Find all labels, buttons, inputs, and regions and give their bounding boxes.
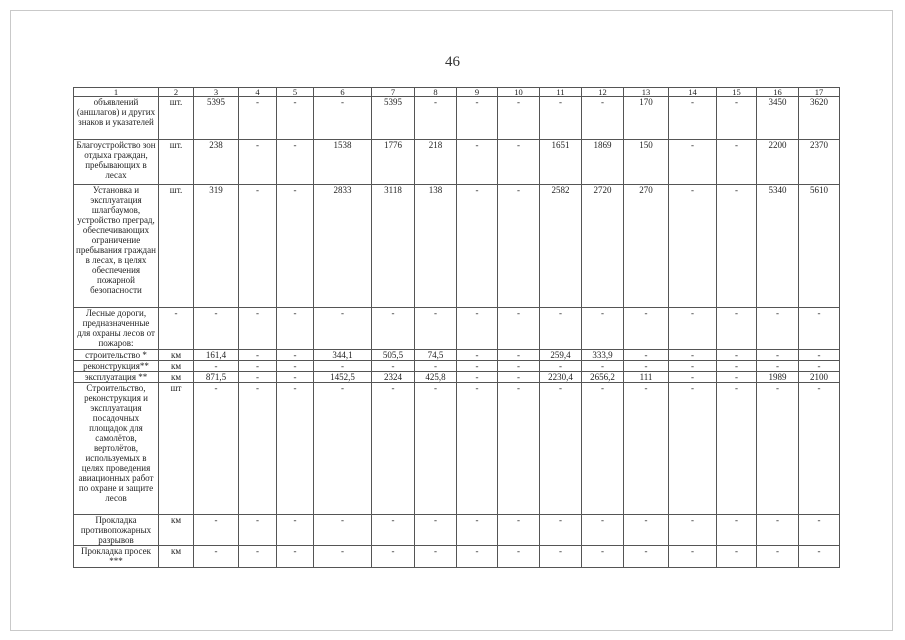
header-cell-col-4: 4 bbox=[239, 88, 277, 97]
value-cell-col-17: 2100 bbox=[799, 372, 840, 383]
page-number: 46 bbox=[445, 54, 460, 70]
value-cell-col-8: - bbox=[415, 546, 457, 568]
value-cell-col-6: - bbox=[314, 308, 372, 350]
value-cell-col-16: - bbox=[757, 350, 799, 361]
value-cell-col-11: 259,4 bbox=[540, 350, 582, 361]
value-cell-col-9: - bbox=[457, 140, 498, 185]
value-cell-col-13: 150 bbox=[624, 140, 669, 185]
value-cell-col-8: 74,5 bbox=[415, 350, 457, 361]
value-cell-col-4: - bbox=[239, 185, 277, 308]
value-cell-col-14: - bbox=[669, 185, 717, 308]
table-row-posadochnye bbox=[74, 383, 840, 515]
value-cell-col-15: - bbox=[717, 546, 757, 568]
value-cell-col-14: - bbox=[669, 546, 717, 568]
row-unit-cell: - bbox=[159, 308, 194, 350]
value-cell-col-12: 2656,2 bbox=[582, 372, 624, 383]
value-cell-col-13: - bbox=[624, 546, 669, 568]
value-cell-col-6: - bbox=[314, 97, 372, 140]
header-cell-col-13: 13 bbox=[624, 88, 669, 97]
value-cell-col-15: - bbox=[717, 185, 757, 308]
value-cell-col-12: - bbox=[582, 515, 624, 546]
value-cell-col-6: - bbox=[314, 383, 372, 515]
value-cell-col-5: - bbox=[277, 308, 314, 350]
value-cell-col-17: - bbox=[799, 350, 840, 361]
value-cell-col-3: - bbox=[194, 308, 239, 350]
table-row-lesnye-dorogi bbox=[74, 308, 840, 350]
value-cell-col-13: - bbox=[624, 308, 669, 350]
value-cell-col-16: 3450 bbox=[757, 97, 799, 140]
header-cell-col-16: 16 bbox=[757, 88, 799, 97]
value-cell-col-8: - bbox=[415, 361, 457, 372]
value-cell-col-14: - bbox=[669, 350, 717, 361]
value-cell-col-16: - bbox=[757, 515, 799, 546]
value-cell-col-3: - bbox=[194, 383, 239, 515]
value-cell-col-7: 2324 bbox=[372, 372, 415, 383]
value-cell-col-7: - bbox=[372, 546, 415, 568]
value-cell-col-10: - bbox=[498, 372, 540, 383]
table-row-blagoustroystvo bbox=[74, 140, 840, 185]
value-cell-col-17: - bbox=[799, 361, 840, 372]
value-cell-col-10: - bbox=[498, 361, 540, 372]
value-cell-col-15: - bbox=[717, 97, 757, 140]
value-cell-col-8: 425,8 bbox=[415, 372, 457, 383]
row-name-cell: строительство * bbox=[74, 350, 159, 361]
value-cell-col-15: - bbox=[717, 308, 757, 350]
header-row bbox=[74, 88, 840, 97]
value-cell-col-3: 5395 bbox=[194, 97, 239, 140]
value-cell-col-7: 1776 bbox=[372, 140, 415, 185]
table-row-objavleniy bbox=[74, 97, 840, 140]
data-table bbox=[73, 87, 840, 568]
value-cell-col-13: - bbox=[624, 361, 669, 372]
value-cell-col-5: - bbox=[277, 546, 314, 568]
value-cell-col-9: - bbox=[457, 383, 498, 515]
header-cell-col-3: 3 bbox=[194, 88, 239, 97]
value-cell-col-9: - bbox=[457, 546, 498, 568]
value-cell-col-5: - bbox=[277, 372, 314, 383]
value-cell-col-17: - bbox=[799, 383, 840, 515]
value-cell-col-10: - bbox=[498, 546, 540, 568]
value-cell-col-4: - bbox=[239, 383, 277, 515]
value-cell-col-14: - bbox=[669, 383, 717, 515]
value-cell-col-6: 1452,5 bbox=[314, 372, 372, 383]
table-body bbox=[74, 88, 840, 568]
value-cell-col-8: - bbox=[415, 97, 457, 140]
value-cell-col-12: 333,9 bbox=[582, 350, 624, 361]
value-cell-col-5: - bbox=[277, 140, 314, 185]
value-cell-col-6: 344,1 bbox=[314, 350, 372, 361]
value-cell-col-5: - bbox=[277, 97, 314, 140]
value-cell-col-17: 5610 bbox=[799, 185, 840, 308]
table-row-ekspluataciya bbox=[74, 372, 840, 383]
header-cell-col-2: 2 bbox=[159, 88, 194, 97]
value-cell-col-11: - bbox=[540, 546, 582, 568]
value-cell-col-9: - bbox=[457, 185, 498, 308]
value-cell-col-13: 111 bbox=[624, 372, 669, 383]
row-unit-cell: шт. bbox=[159, 185, 194, 308]
header-cell-col-6: 6 bbox=[314, 88, 372, 97]
value-cell-col-3: 871,5 bbox=[194, 372, 239, 383]
value-cell-col-12: 1869 bbox=[582, 140, 624, 185]
row-unit-cell: км bbox=[159, 546, 194, 568]
value-cell-col-7: - bbox=[372, 308, 415, 350]
value-cell-col-6: - bbox=[314, 546, 372, 568]
row-name-cell: реконструкция** bbox=[74, 361, 159, 372]
value-cell-col-4: - bbox=[239, 361, 277, 372]
value-cell-col-8: 218 bbox=[415, 140, 457, 185]
row-unit-cell: шт. bbox=[159, 97, 194, 140]
value-cell-col-9: - bbox=[457, 350, 498, 361]
value-cell-col-15: - bbox=[717, 140, 757, 185]
value-cell-col-9: - bbox=[457, 372, 498, 383]
table-row-proseki bbox=[74, 546, 840, 568]
value-cell-col-14: - bbox=[669, 97, 717, 140]
value-cell-col-8: 138 bbox=[415, 185, 457, 308]
header-cell-col-5: 5 bbox=[277, 88, 314, 97]
header-cell-col-12: 12 bbox=[582, 88, 624, 97]
value-cell-col-8: - bbox=[415, 515, 457, 546]
value-cell-col-12: 2720 bbox=[582, 185, 624, 308]
row-name-cell: Строительство, реконструкция и эксплуатация посадочных площадок для самолётов, вертолётов, используемых в целях проведения авиационных работ по охране и защите лесов bbox=[74, 383, 159, 515]
value-cell-col-6: - bbox=[314, 515, 372, 546]
value-cell-col-5: - bbox=[277, 361, 314, 372]
value-cell-col-17: - bbox=[799, 515, 840, 546]
value-cell-col-12: - bbox=[582, 97, 624, 140]
value-cell-col-11: - bbox=[540, 515, 582, 546]
row-name-cell: Установка и эксплуатация шлагбаумов, устройство преград, обеспечивающих ограничение пребывания граждан в лесах, в целях обеспечения пожарной безопасности bbox=[74, 185, 159, 308]
value-cell-col-4: - bbox=[239, 97, 277, 140]
value-cell-col-4: - bbox=[239, 546, 277, 568]
value-cell-col-10: - bbox=[498, 350, 540, 361]
value-cell-col-7: - bbox=[372, 361, 415, 372]
row-name-cell: Лесные дороги, предназначенные для охраны лесов от пожаров: bbox=[74, 308, 159, 350]
row-unit-cell: шт. bbox=[159, 140, 194, 185]
value-cell-col-7: - bbox=[372, 515, 415, 546]
value-cell-col-17: - bbox=[799, 308, 840, 350]
value-cell-col-5: - bbox=[277, 185, 314, 308]
value-cell-col-15: - bbox=[717, 383, 757, 515]
value-cell-col-12: - bbox=[582, 383, 624, 515]
row-unit-cell: км bbox=[159, 372, 194, 383]
value-cell-col-4: - bbox=[239, 308, 277, 350]
value-cell-col-6: 2833 bbox=[314, 185, 372, 308]
value-cell-col-5: - bbox=[277, 350, 314, 361]
row-unit-cell: км bbox=[159, 361, 194, 372]
value-cell-col-12: - bbox=[582, 361, 624, 372]
value-cell-col-12: - bbox=[582, 546, 624, 568]
value-cell-col-11: - bbox=[540, 383, 582, 515]
table-row-protivopozharnye bbox=[74, 515, 840, 546]
value-cell-col-11: - bbox=[540, 308, 582, 350]
value-cell-col-7: 505,5 bbox=[372, 350, 415, 361]
row-unit-cell: км bbox=[159, 515, 194, 546]
value-cell-col-5: - bbox=[277, 383, 314, 515]
value-cell-col-17: - bbox=[799, 546, 840, 568]
value-cell-col-16: 5340 bbox=[757, 185, 799, 308]
table-row-ustanovka bbox=[74, 185, 840, 308]
value-cell-col-3: 319 bbox=[194, 185, 239, 308]
value-cell-col-11: - bbox=[540, 361, 582, 372]
value-cell-col-11: 1651 bbox=[540, 140, 582, 185]
value-cell-col-12: - bbox=[582, 308, 624, 350]
header-cell-col-10: 10 bbox=[498, 88, 540, 97]
value-cell-col-9: - bbox=[457, 97, 498, 140]
value-cell-col-10: - bbox=[498, 515, 540, 546]
table-row-stroitelstvo bbox=[74, 350, 840, 361]
row-unit-cell: км bbox=[159, 350, 194, 361]
value-cell-col-16: - bbox=[757, 546, 799, 568]
value-cell-col-17: 2370 bbox=[799, 140, 840, 185]
value-cell-col-5: - bbox=[277, 515, 314, 546]
value-cell-col-13: - bbox=[624, 515, 669, 546]
value-cell-col-11: 2582 bbox=[540, 185, 582, 308]
value-cell-col-7: 5395 bbox=[372, 97, 415, 140]
row-name-cell: объявлений (аншлагов) и других знаков и указателей bbox=[74, 97, 159, 140]
value-cell-col-4: - bbox=[239, 372, 277, 383]
header-cell-col-11: 11 bbox=[540, 88, 582, 97]
value-cell-col-10: - bbox=[498, 97, 540, 140]
value-cell-col-11: - bbox=[540, 97, 582, 140]
value-cell-col-15: - bbox=[717, 515, 757, 546]
value-cell-col-11: 2230,4 bbox=[540, 372, 582, 383]
value-cell-col-10: - bbox=[498, 140, 540, 185]
value-cell-col-9: - bbox=[457, 515, 498, 546]
value-cell-col-16: - bbox=[757, 361, 799, 372]
header-cell-col-7: 7 bbox=[372, 88, 415, 97]
header-cell-col-8: 8 bbox=[415, 88, 457, 97]
value-cell-col-10: - bbox=[498, 383, 540, 515]
header-cell-col-15: 15 bbox=[717, 88, 757, 97]
value-cell-col-16: - bbox=[757, 383, 799, 515]
value-cell-col-3: 161,4 bbox=[194, 350, 239, 361]
value-cell-col-16: 2200 bbox=[757, 140, 799, 185]
value-cell-col-15: - bbox=[717, 350, 757, 361]
table-row-rekonstrukciya bbox=[74, 361, 840, 372]
row-name-cell: Благоустройство зон отдыха граждан, пребывающих в лесах bbox=[74, 140, 159, 185]
value-cell-col-13: - bbox=[624, 350, 669, 361]
value-cell-col-13: 270 bbox=[624, 185, 669, 308]
value-cell-col-3: - bbox=[194, 515, 239, 546]
value-cell-col-9: - bbox=[457, 308, 498, 350]
header-cell-col-1: 1 bbox=[74, 88, 159, 97]
value-cell-col-6: 1538 bbox=[314, 140, 372, 185]
header-cell-col-14: 14 bbox=[669, 88, 717, 97]
value-cell-col-6: - bbox=[314, 361, 372, 372]
header-cell-col-17: 17 bbox=[799, 88, 840, 97]
value-cell-col-4: - bbox=[239, 515, 277, 546]
value-cell-col-7: 3118 bbox=[372, 185, 415, 308]
row-name-cell: Прокладка противопожарных разрывов bbox=[74, 515, 159, 546]
value-cell-col-14: - bbox=[669, 515, 717, 546]
value-cell-col-13: - bbox=[624, 383, 669, 515]
value-cell-col-4: - bbox=[239, 140, 277, 185]
value-cell-col-4: - bbox=[239, 350, 277, 361]
value-cell-col-3: - bbox=[194, 361, 239, 372]
value-cell-col-3: 238 bbox=[194, 140, 239, 185]
header-cell-col-9: 9 bbox=[457, 88, 498, 97]
value-cell-col-14: - bbox=[669, 308, 717, 350]
value-cell-col-15: - bbox=[717, 372, 757, 383]
value-cell-col-16: 1989 bbox=[757, 372, 799, 383]
value-cell-col-9: - bbox=[457, 361, 498, 372]
value-cell-col-8: - bbox=[415, 383, 457, 515]
value-cell-col-14: - bbox=[669, 140, 717, 185]
value-cell-col-13: 170 bbox=[624, 97, 669, 140]
value-cell-col-14: - bbox=[669, 361, 717, 372]
value-cell-col-16: - bbox=[757, 308, 799, 350]
value-cell-col-15: - bbox=[717, 361, 757, 372]
row-name-cell: Прокладка просек *** bbox=[74, 546, 159, 568]
value-cell-col-3: - bbox=[194, 546, 239, 568]
row-name-cell: эксплуатация ** bbox=[74, 372, 159, 383]
row-unit-cell: шт bbox=[159, 383, 194, 515]
value-cell-col-17: 3620 bbox=[799, 97, 840, 140]
value-cell-col-14: - bbox=[669, 372, 717, 383]
value-cell-col-10: - bbox=[498, 308, 540, 350]
value-cell-col-10: - bbox=[498, 185, 540, 308]
value-cell-col-7: - bbox=[372, 383, 415, 515]
value-cell-col-8: - bbox=[415, 308, 457, 350]
